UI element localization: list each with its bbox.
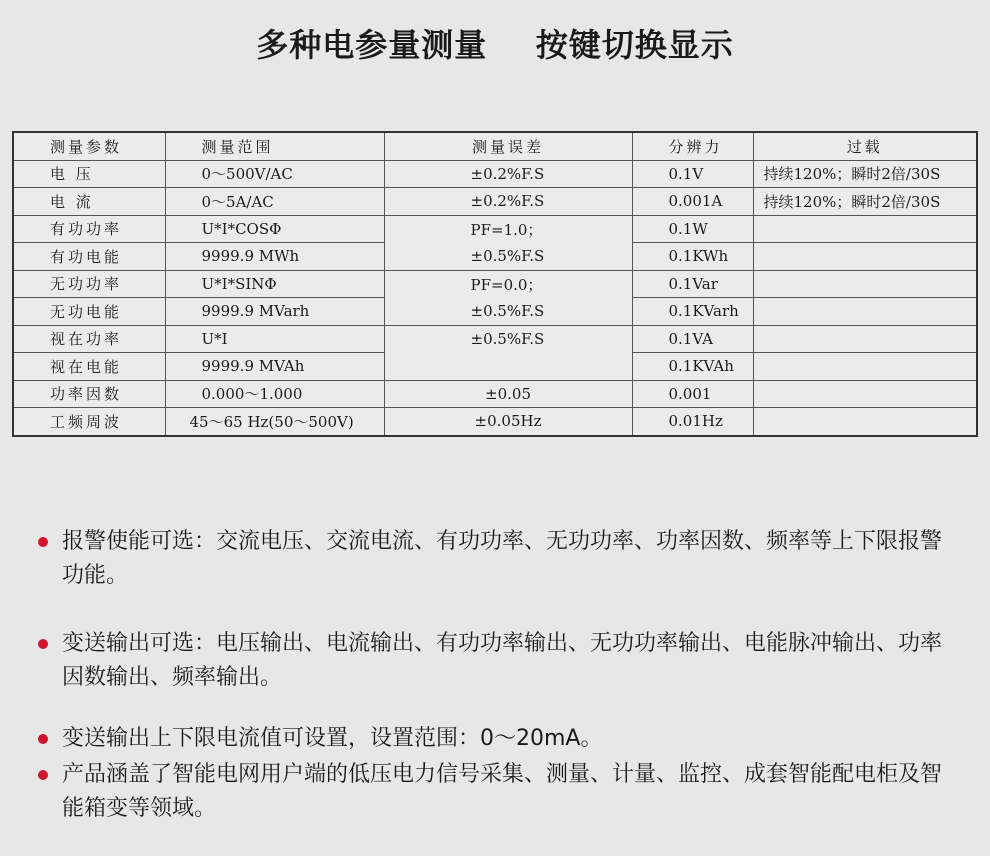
- cell-resolution: 0.1V: [632, 160, 753, 188]
- spec-table: [12, 131, 978, 437]
- feature-item: [36, 627, 956, 695]
- cell-error: ±0.5%F.S: [384, 325, 632, 353]
- bullet-dot-icon: [38, 639, 48, 649]
- cell-error: ±0.5%F.S: [384, 243, 632, 271]
- feature-text: 产品涵盖了智能电网用户端的低压电力信号采集、测量、计量、监控、成套智能配电柜及智能箱变等领域。: [62, 762, 943, 821]
- feature-item: [36, 722, 956, 756]
- cell-error: PF=0.0；: [384, 270, 632, 298]
- table-row: [13, 298, 977, 326]
- cell-overload: 持续120%；瞬时2倍/30S: [753, 160, 977, 188]
- feature-list: [36, 525, 956, 826]
- table-header-row: [13, 132, 977, 160]
- cell-resolution: 0.1W: [632, 215, 753, 243]
- cell-range: 0～5A/AC: [165, 188, 384, 216]
- table-row: [13, 325, 977, 353]
- cell-param: 电 流: [13, 188, 165, 216]
- cell-error: ±0.2%F.S: [384, 188, 632, 216]
- table-row: [13, 215, 977, 243]
- cell-resolution: 0.1KVAh: [632, 353, 753, 381]
- cell-param: 有功电能: [13, 243, 165, 271]
- cell-resolution: 0.1KVarh: [632, 298, 753, 326]
- bullet-dot-icon: [38, 537, 48, 547]
- cell-param: 有功功率: [13, 215, 165, 243]
- cell-range: 9999.9 MVAh: [165, 353, 384, 381]
- cell-overload: [753, 353, 977, 381]
- table-row: [13, 380, 977, 408]
- cell-range: 9999.9 MVarh: [165, 298, 384, 326]
- feature-item: [36, 525, 956, 593]
- cell-error: PF=1.0；: [384, 215, 632, 243]
- feature-text: 变送输出上下限电流值可设置，设置范围：0～20mA。: [62, 726, 603, 751]
- cell-range: 0.000～1.000: [165, 380, 384, 408]
- table-row: [13, 408, 977, 436]
- cell-resolution: 0.1VA: [632, 325, 753, 353]
- table-row: [13, 188, 977, 216]
- cell-error: ±0.05: [384, 380, 632, 408]
- header-overload: 过载: [753, 132, 977, 160]
- cell-resolution: 0.01Hz: [632, 408, 753, 436]
- cell-param: 无功功率: [13, 270, 165, 298]
- cell-overload: 持续120%；瞬时2倍/30S: [753, 188, 977, 216]
- cell-overload: [753, 215, 977, 243]
- table-row: [13, 243, 977, 271]
- cell-overload: [753, 270, 977, 298]
- table-row: [13, 270, 977, 298]
- cell-overload: [753, 298, 977, 326]
- cell-resolution: 0.001: [632, 380, 753, 408]
- bullet-dot-icon: [38, 770, 48, 780]
- cell-range: U*I*COSΦ: [165, 215, 384, 243]
- cell-param: 电 压: [13, 160, 165, 188]
- cell-range: U*I: [165, 325, 384, 353]
- header-error: 测量误差: [384, 132, 632, 160]
- cell-resolution: 0.1KWh: [632, 243, 753, 271]
- header-param: 测量参数: [13, 132, 165, 160]
- cell-overload: [753, 243, 977, 271]
- feature-text: 报警使能可选：交流电压、交流电流、有功功率、无功功率、功率因数、频率等上下限报警功能。: [62, 529, 943, 588]
- cell-resolution: 0.001A: [632, 188, 753, 216]
- cell-error: [384, 353, 632, 381]
- feature-item: [36, 758, 956, 826]
- cell-range: U*I*SINΦ: [165, 270, 384, 298]
- cell-param: 视在功率: [13, 325, 165, 353]
- header-resolution: 分辨力: [632, 132, 753, 160]
- cell-overload: [753, 408, 977, 436]
- cell-resolution: 0.1Var: [632, 270, 753, 298]
- cell-param: 视在电能: [13, 353, 165, 381]
- page-title: 多种电参量测量 按键切换显示: [256, 26, 734, 64]
- cell-range: 9999.9 MWh: [165, 243, 384, 271]
- feature-text: 变送输出可选：电压输出、电流输出、有功功率输出、无功功率输出、电能脉冲输出、功率因数输出、频率输出。: [62, 631, 943, 690]
- bullet-dot-icon: [38, 734, 48, 744]
- header-range: 测量范围: [165, 132, 384, 160]
- cell-param: 工频周波: [13, 408, 165, 436]
- cell-error: ±0.05Hz: [384, 408, 632, 436]
- cell-error: ±0.5%F.S: [384, 298, 632, 326]
- cell-overload: [753, 380, 977, 408]
- cell-range: 0～500V/AC: [165, 160, 384, 188]
- cell-param: 功率因数: [13, 380, 165, 408]
- cell-range: 45～65 Hz(50～500V): [165, 408, 384, 436]
- cell-param: 无功电能: [13, 298, 165, 326]
- cell-error: ±0.2%F.S: [384, 160, 632, 188]
- table-row: [13, 353, 977, 381]
- table-row: [13, 160, 977, 188]
- cell-overload: [753, 325, 977, 353]
